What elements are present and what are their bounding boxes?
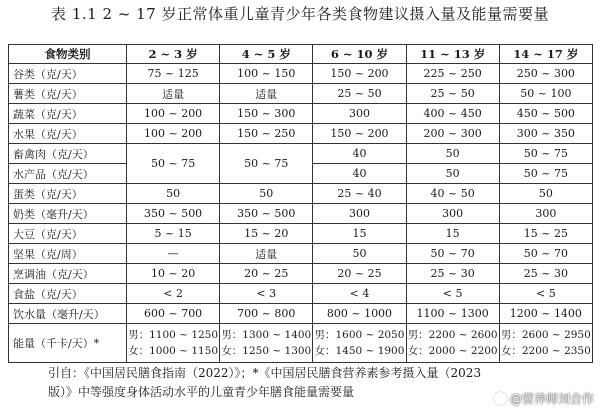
row-label: 畜禽肉（克/天） bbox=[9, 144, 127, 164]
watermark-text: @营养师刘合作 bbox=[509, 392, 594, 406]
table-cell: 300 bbox=[499, 204, 592, 224]
table-row bbox=[9, 224, 593, 244]
table-cell: 15 bbox=[406, 224, 499, 244]
table-cell bbox=[499, 324, 592, 363]
energy-female: 女：1450 ~ 1900 bbox=[314, 345, 405, 357]
header-age: 11 ~ 13 岁 bbox=[406, 45, 499, 64]
header-age: 2 ~ 3 岁 bbox=[127, 45, 220, 64]
table-row bbox=[9, 244, 593, 264]
table-row bbox=[9, 104, 593, 124]
header-age: 4 ~ 5 岁 bbox=[220, 45, 313, 64]
table-cell: 150 ~ 300 bbox=[220, 104, 313, 124]
energy-female: 女：2000 ~ 2200 bbox=[407, 345, 498, 357]
table-cell: < 5 bbox=[406, 284, 499, 304]
row-label: 坚果（克/周） bbox=[9, 244, 127, 264]
table-row-energy bbox=[9, 324, 593, 363]
table-cell: 75 ~ 125 bbox=[127, 64, 220, 84]
table-cell: 25 ~ 30 bbox=[499, 264, 592, 284]
table-cell: 250 ~ 300 bbox=[499, 64, 592, 84]
energy-male: 男：1600 ~ 2050 bbox=[314, 329, 405, 341]
table-cell: 25 ~ 50 bbox=[406, 84, 499, 104]
source-note-line: 版）》中等强度身体活动水平的儿童青少年膳食能量需要量 bbox=[48, 385, 355, 399]
table-cell: 300 bbox=[313, 204, 406, 224]
table-cell-merged: 50 ~ 75 bbox=[220, 144, 313, 184]
table-cell: 50 ~ 75 bbox=[499, 164, 592, 184]
table-cell bbox=[220, 324, 313, 363]
source-note-line: 引自：《中国居民膳食指南（2022）》；*《中国居民膳食营养素参考摄入量（2023 bbox=[48, 366, 482, 380]
table-row bbox=[9, 184, 593, 204]
table-cell: 20 ~ 25 bbox=[313, 264, 406, 284]
row-label: 食盐（克/天） bbox=[9, 284, 127, 304]
row-label: 大豆（克/天） bbox=[9, 224, 127, 244]
table-cell: 50 ~ 100 bbox=[499, 84, 592, 104]
table-cell: 50 bbox=[499, 184, 592, 204]
table-cell: 25 ~ 30 bbox=[406, 264, 499, 284]
table-cell: 150 ~ 200 bbox=[313, 64, 406, 84]
row-label: 奶类（毫升/天） bbox=[9, 204, 127, 224]
table-cell: 40 bbox=[313, 144, 406, 164]
table-cell: 适量 bbox=[220, 84, 313, 104]
table-cell: 100 ~ 200 bbox=[127, 124, 220, 144]
table-cell: 5 ~ 15 bbox=[127, 224, 220, 244]
row-label: 烹调油（克/天） bbox=[9, 264, 127, 284]
table-cell: 150 ~ 200 bbox=[313, 124, 406, 144]
table-cell: — bbox=[127, 244, 220, 264]
table-cell: 350 ~ 500 bbox=[220, 204, 313, 224]
row-label: 蔬菜（克/天） bbox=[9, 104, 127, 124]
table-cell: 50 ~ 75 bbox=[499, 144, 592, 164]
table-row bbox=[9, 84, 593, 104]
table-cell: 适量 bbox=[127, 84, 220, 104]
table-cell bbox=[406, 324, 499, 363]
watermark bbox=[494, 390, 594, 407]
food-intake-table bbox=[8, 44, 593, 363]
row-label: 饮水量（毫升/天） bbox=[9, 304, 127, 324]
header-age: 6 ~ 10 岁 bbox=[313, 45, 406, 64]
table-cell: 400 ~ 450 bbox=[406, 104, 499, 124]
table-row bbox=[9, 304, 593, 324]
table-cell: 25 ~ 40 bbox=[313, 184, 406, 204]
table-cell: 700 ~ 800 bbox=[220, 304, 313, 324]
table-cell: 300 bbox=[406, 204, 499, 224]
table-cell: 350 ~ 500 bbox=[127, 204, 220, 224]
energy-female: 女：2200 ~ 2350 bbox=[500, 345, 591, 357]
table-cell: 15 bbox=[313, 224, 406, 244]
energy-female: 女：1000 ~ 1150 bbox=[128, 345, 219, 357]
table-cell: 300 bbox=[313, 104, 406, 124]
table-cell-merged: 50 ~ 75 bbox=[127, 144, 220, 184]
table-cell: 150 ~ 250 bbox=[220, 124, 313, 144]
table-cell: 50 bbox=[406, 164, 499, 184]
energy-male: 男：2600 ~ 2950 bbox=[500, 329, 591, 341]
table-cell: 适量 bbox=[220, 244, 313, 264]
row-label: 蛋类（克/天） bbox=[9, 184, 127, 204]
table-cell: 50 ~ 70 bbox=[499, 244, 592, 264]
table-cell: 1200 ~ 1400 bbox=[499, 304, 592, 324]
header-age: 14 ~ 17 岁 bbox=[499, 45, 592, 64]
table-cell: 50 ~ 70 bbox=[406, 244, 499, 264]
row-label: 薯类（克/天） bbox=[9, 84, 127, 104]
table-row bbox=[9, 204, 593, 224]
table-cell: 600 ~ 700 bbox=[127, 304, 220, 324]
watermark-logo-icon bbox=[494, 392, 507, 405]
table-row bbox=[9, 124, 593, 144]
table-cell: 100 ~ 150 bbox=[220, 64, 313, 84]
table-cell: 50 bbox=[220, 184, 313, 204]
energy-male: 男：2200 ~ 2600 bbox=[407, 329, 498, 341]
table-cell: 225 ~ 250 bbox=[406, 64, 499, 84]
table-cell bbox=[313, 324, 406, 363]
table-row bbox=[9, 144, 593, 164]
row-label: 谷类（克/天） bbox=[9, 64, 127, 84]
table-cell: 300 ~ 350 bbox=[499, 124, 592, 144]
table-cell: 10 ~ 20 bbox=[127, 264, 220, 284]
row-label: 水果（克/天） bbox=[9, 124, 127, 144]
table-cell: 20 ~ 25 bbox=[220, 264, 313, 284]
table-cell: < 3 bbox=[220, 284, 313, 304]
table-row bbox=[9, 64, 593, 84]
table-cell: 800 ~ 1000 bbox=[313, 304, 406, 324]
table-cell: 25 ~ 50 bbox=[313, 84, 406, 104]
table-cell: 40 bbox=[313, 164, 406, 184]
table-cell: 50 bbox=[313, 244, 406, 264]
table-cell: 15 ~ 20 bbox=[220, 224, 313, 244]
row-label: 能量（千卡/天）* bbox=[9, 324, 127, 363]
table-row bbox=[9, 284, 593, 304]
energy-male: 男：1100 ~ 1250 bbox=[128, 329, 219, 341]
table-cell: < 4 bbox=[313, 284, 406, 304]
table-cell: 450 ~ 500 bbox=[499, 104, 592, 124]
table-cell: < 5 bbox=[499, 284, 592, 304]
table-cell: 40 ~ 50 bbox=[406, 184, 499, 204]
table-cell: 200 ~ 300 bbox=[406, 124, 499, 144]
row-label: 水产品（克/天） bbox=[9, 164, 127, 184]
table-cell: 100 ~ 200 bbox=[127, 104, 220, 124]
table-cell: 50 bbox=[406, 144, 499, 164]
header-row bbox=[9, 45, 593, 64]
table-cell: 1100 ~ 1300 bbox=[406, 304, 499, 324]
table-cell: 50 bbox=[127, 184, 220, 204]
table-cell: 15 ~ 25 bbox=[499, 224, 592, 244]
header-food-category: 食物类别 bbox=[9, 45, 127, 64]
table-title: 表 1.1 2 ~ 17 岁正常体重儿童青少年各类食物建议摄入量及能量需要量 bbox=[51, 5, 549, 23]
table-row bbox=[9, 264, 593, 284]
energy-male: 男：1300 ~ 1400 bbox=[221, 329, 312, 341]
table-cell: < 2 bbox=[127, 284, 220, 304]
table-cell bbox=[127, 324, 220, 363]
energy-female: 女：1250 ~ 1300 bbox=[221, 345, 312, 357]
